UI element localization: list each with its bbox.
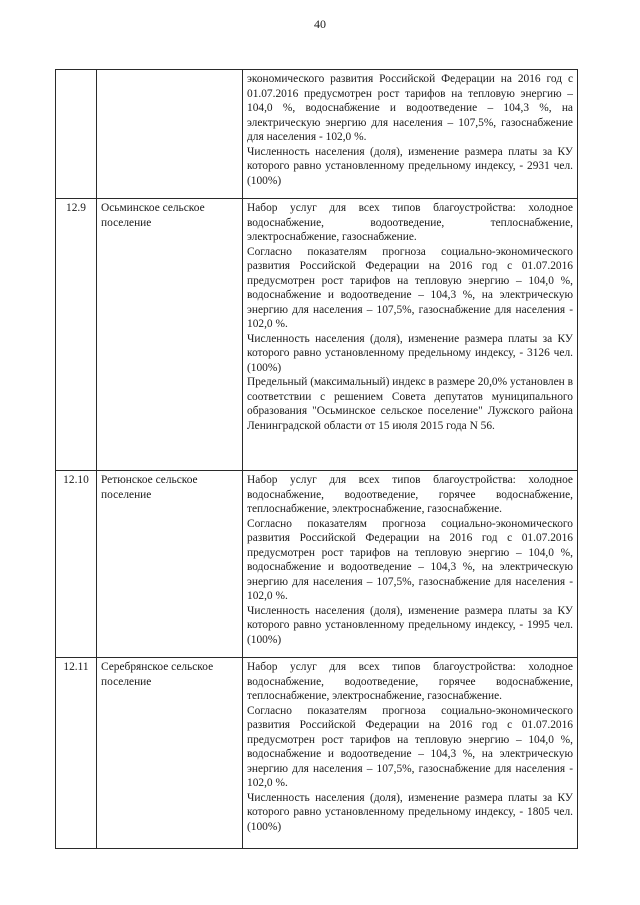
description-paragraph: Численность населения (доля), изменение размера платы за КУ которого равно установленному предельному индексу, - 2931 чел. (100%) [247, 145, 573, 187]
settlement-name [97, 70, 243, 199]
description-paragraph: экономического развития Российской Федерации на 2016 год с 01.07.2016 предусмотрен рост тарифов на тепловую энергию – 104,0 %, водоснабжение и водоотведение – 104,3 %, на электрическую энергию для населения – 107,5%, газоснабжение для населения - 102,0 %. [247, 73, 573, 143]
table-row [56, 70, 578, 199]
row-description [243, 658, 578, 849]
row-number: 12.9 [56, 199, 97, 471]
settlement-name: Серебрянское сельское поселение [97, 658, 243, 849]
row-description [243, 70, 578, 199]
description-paragraph: Набор услуг для всех типов благоустройства: холодное водоснабжение, водоотведение, горячее водоснабжение, теплоснабжение, электроснабжение, газоснабжение. [247, 661, 573, 702]
table-row [56, 199, 578, 471]
table-row [56, 471, 578, 658]
description-paragraph: Согласно показателям прогноза социально-экономического развития Российской Федерации на 2016 год с 01.07.2016 предусмотрен рост тарифов на тепловую энергию – 104,0 %, водоснабжение и водоотведение – 104,3 %, на электрическую энергию для населения – 107,5%, газоснабжение для населения - 102,0 %. [247, 245, 573, 330]
settlement-name: Осьминское сельское поселение [97, 199, 243, 471]
description-paragraph: Согласно показателям прогноза социально-экономического развития Российской Федерации на 2016 год с 01.07.2016 предусмотрен рост тарифов на тепловую энергию – 104,0 %, водоснабжение и водоотведение – 104,3 %, на электрическую энергию для населения – 107,5%, газоснабжение для населения - 102,0 %. [247, 704, 573, 789]
row-number: 12.11 [56, 658, 97, 849]
description-paragraph: Согласно показателям прогноза социально-экономического развития Российской Федерации на 2016 год с 01.07.2016 предусмотрен рост тарифов на тепловую энергию – 104,0 %, водоснабжение и водоотведение – 104,3 %, на электрическую энергию для населения – 107,5%, газоснабжение для населения - 102,0 %. [247, 517, 573, 602]
description-paragraph: Набор услуг для всех типов благоустройства: холодное водоснабжение, водоотведение, теплоснабжение, электроснабжение, газоснабжение. [247, 202, 573, 243]
description-paragraph: Численность населения (доля), изменение размера платы за КУ которого равно установленному предельному индексу, - 1995 чел. (100%) [247, 604, 573, 646]
row-description [243, 199, 578, 471]
tariff-table [55, 69, 578, 849]
row-number [56, 70, 97, 199]
description-paragraph: Предельный (максимальный) индекс в размере 20,0% установлен в соответствии с решением Совета депутатов муниципального образования "Осьминское сельское поселение" Лужского района Ленинградской области от 15 июля 2015 года N 56. [247, 376, 573, 432]
description-paragraph: Численность населения (доля), изменение размера платы за КУ которого равно установленному предельному индексу, - 1805 чел. (100%) [247, 791, 573, 833]
description-paragraph: Набор услуг для всех типов благоустройства: холодное водоснабжение, водоотведение, горячее водоснабжение, теплоснабжение, электроснабжение, газоснабжение. [247, 474, 573, 515]
table-row [56, 658, 578, 849]
description-paragraph: Численность населения (доля), изменение размера платы за КУ которого равно установленному предельному индексу, - 3126 чел. (100%) [247, 332, 573, 374]
row-description [243, 471, 578, 658]
page-number: 40 [314, 17, 326, 31]
settlement-name: Ретюнское сельское поселение [97, 471, 243, 658]
row-number: 12.10 [56, 471, 97, 658]
